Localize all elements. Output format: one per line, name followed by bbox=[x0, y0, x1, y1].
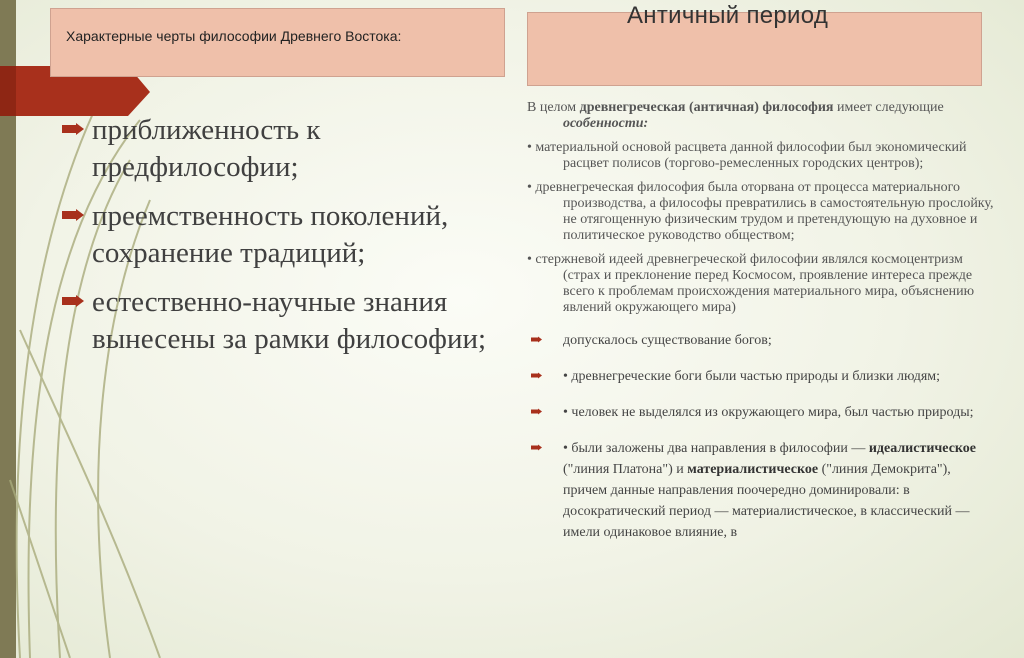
intro-bold-italic: особенности: bbox=[563, 116, 649, 131]
arrow-list-item bbox=[527, 366, 997, 387]
left-bullet-item bbox=[62, 284, 502, 358]
arrow-item-text: • древнегреческие боги были частью природы и близки людям; bbox=[563, 369, 941, 384]
right-text-column bbox=[527, 100, 997, 558]
last-item-text: ("линия Демокрита"), причем данные направления поочередно доминировали: в досократический период — материалистическое, в классический — имели одинаковое влияние, в bbox=[563, 462, 970, 540]
arrow-bullet-icon bbox=[531, 444, 542, 451]
arrow-bullet-icon bbox=[531, 336, 542, 343]
left-bullet-list bbox=[62, 112, 502, 370]
left-bullet-item bbox=[62, 112, 502, 186]
arrow-bullet-icon bbox=[62, 123, 84, 135]
feature-paragraph: • стержневой идеей древнегреческой философии являлся космоцентризм (страх и преклонение перед Космосом, проявление интереса прежде всего к проблемам происхождения материального мира, объяснению явлений окружающего мира) bbox=[527, 252, 975, 315]
left-bullet-text: приближенность к предфилософии; bbox=[92, 114, 321, 183]
left-box-title: Характерные черты философии Древнего Востока: bbox=[66, 28, 402, 44]
arrow-list-item bbox=[527, 402, 997, 423]
arrow-bullet-icon bbox=[531, 408, 542, 415]
intro-pre: В целом bbox=[527, 100, 580, 115]
feature-paragraph: • материальной основой расцвета данной философии был экономический расцвет полисов (торгово-ремесленных городских центров); bbox=[527, 140, 967, 171]
arrow-list-item bbox=[527, 330, 997, 351]
intro-bold: древнегреческая (античная) философия bbox=[579, 100, 834, 115]
last-item-text: • были заложены два направления в философии — bbox=[563, 441, 869, 456]
feature-paragraph: • древнегреческая философия была оторвана от процесса материального производства, а философы превратились в самостоятельную прослойку, не отягощенную физическим трудом и претендующую на духовное и политическое руководство обществом; bbox=[527, 180, 994, 243]
arrow-bullet-icon bbox=[531, 372, 542, 379]
arrow-item-text: • человек не выделялся из окружающего мира, был частью природы; bbox=[563, 405, 974, 420]
arrow-bullet-icon bbox=[62, 295, 84, 307]
left-bullet-text: преемственность поколений, сохранение традиций; bbox=[92, 200, 449, 269]
arrow-item-text: допускалось существование богов; bbox=[563, 333, 772, 348]
arrow-list-item bbox=[527, 438, 997, 543]
left-bullet-item bbox=[62, 198, 502, 272]
last-item-text: ("линия Платона") и bbox=[563, 462, 688, 477]
arrow-bullet-icon bbox=[62, 209, 84, 221]
intro-mid: имеет следующие bbox=[833, 100, 944, 115]
intro-paragraph bbox=[527, 100, 997, 132]
idealistic-term: идеалистическое bbox=[868, 441, 976, 456]
left-bullet-text: естественно-научные знания вынесены за рамки философии; bbox=[92, 286, 487, 355]
right-box-title: Античный период bbox=[627, 2, 829, 29]
materialistic-term: материалистическое bbox=[687, 462, 819, 477]
